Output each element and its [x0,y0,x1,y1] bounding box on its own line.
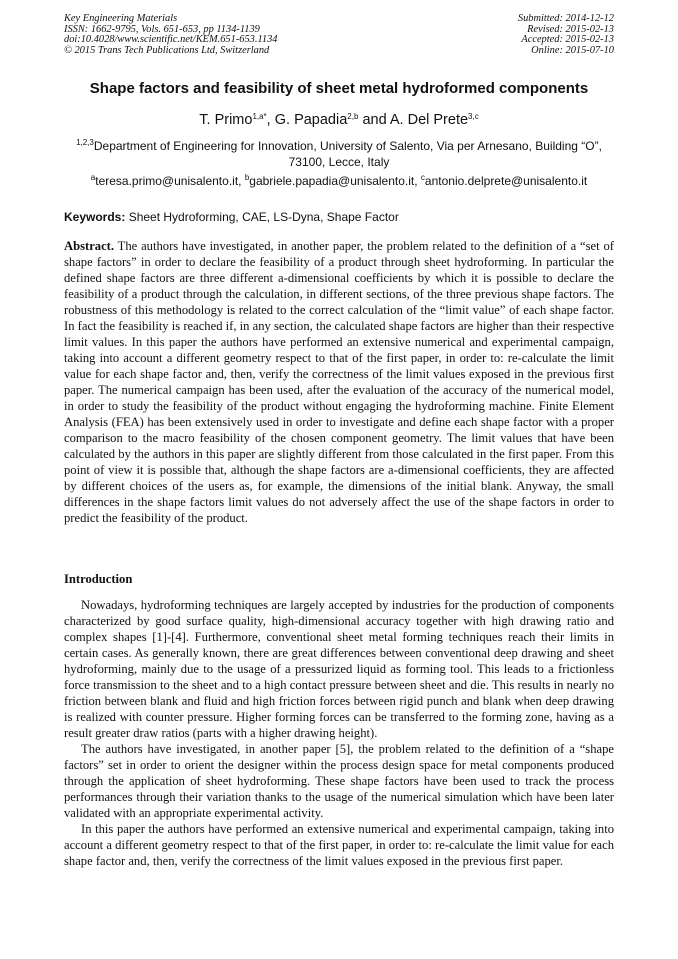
author-name: G. Papadia [274,112,348,128]
journal-info [64,14,277,56]
email-link: antonio.delprete@unisalento.it [424,174,588,188]
author-list [0,112,678,128]
introduction-body [64,597,614,869]
issn: ISSN: 1662-9795, Vols. 651-653, pp 1134-1139 [64,23,260,35]
abstract-label: Abstract. [64,239,115,253]
keywords-text: Sheet Hydroforming, CAE, LS-Dyna, Shape Factor [125,210,399,224]
email-link: teresa.primo@unisalento.it, [95,174,245,188]
introduction-paragraph: The authors have investigated, in another paper [5], the problem related to the definition of a “shape factors” set in order to orient the designer within the process design space for metal components produced through the application of sheet hydroforming. These shape factors have been used to track the process performances through their variation thanks to the usage of the numerical simulation which have been later validated with an appropriate experimental activity. [64,742,614,820]
section-heading-introduction: Introduction [64,572,133,586]
email-list [0,174,678,188]
affiliation [64,138,614,170]
email-mark: a [90,173,96,182]
doi: doi:10.4028/www.scientific.net/KEM.651-653.1134 [64,34,278,46]
submitted-date: Submitted: 2014-12-12 [517,13,614,24]
abstract-paragraph [64,238,614,526]
affiliation-text: Department of Engineering for Innovation, University of Salento, Via per Arnesano, Building “O”, 73100, Lecce, Italy [93,139,602,169]
dates-info [518,14,614,56]
keywords [64,210,614,224]
author-name: T. Primo [199,112,253,128]
abstract-text: The authors have investigated, in another paper, the problem related to the definition of a “set of shape factors” in order to declare the feasibility of a product through sheet hydroforming. In particular the defined shape factors are three different a-dimensional coefficients by which it is possible to declare the feasibility of a product through the calculation, in different sections, of the three previous shape factors. The robustness of this methodology is related to the correct calculation of the “limit value” of each shape factor. In fact the feasibility is reached if, in any section, the calculated shape factors are higher than their respective limit values. In this paper the authors have performed an extensive numerical and experimental campaign, taking into account a different geometry respect to that of the first paper, in order to: re-calculate the limit value for each shape factor and, then, verify the correctness of the limit values exposed in the previous first paper. The numerical campaign has been used, after the evaluation of the accuracy of the numerical model, in order to study the feasibility of the product without engaging the hydroforming machine. Finite Element Analysis (FEA) has been extensively used in order to investigate and define each shape factor with a proper comparison to the macro feasibility of the chosen component geometry. The limit values that have been calculated by the authors in this paper are slightly different from those calculated in the first paper. From this point of view it is possible that, although the shape factors are a-dimensional coefficients, they are affected by different choices of the users as, for example, the dimensions of the initial blank. Anyway, the small differences in the shape factors limit values do not adversely affect the use of the shape factors in order to predict the feasibility of the product. [64,239,614,525]
keywords-label: Keywords: [64,210,126,224]
online-date: Online: 2015-07-10 [531,44,614,56]
email-mark: c [420,173,425,182]
email-link: gabriele.papadia@unisalento.it, [249,174,421,188]
revised-date: Revised: 2015-02-13 [527,23,614,35]
author-separator: and [358,112,390,128]
abstract [64,238,614,526]
author-separator: , [266,112,275,128]
author-affiliation-mark: 2,b [347,112,359,121]
email-mark: b [244,173,250,182]
copyright: © 2015 Trans Tech Publications Ltd, Switzerland [64,44,270,56]
author-affiliation-mark: 3,c [468,112,479,121]
introduction-paragraph: In this paper the authors have performed an extensive numerical and experimental campaign, taking into account a different geometry respect to that of the first paper, in order to: re-calculate the limit value for each shape factor and, then, verify the correctness of the limit values exposed in the previous first paper. [64,822,614,868]
accepted-date: Accepted: 2015-02-13 [521,34,614,46]
author-affiliation-mark: 1,a* [252,112,267,121]
journal-name: Key Engineering Materials [64,13,178,24]
paper-title: Shape factors and feasibility of sheet metal hydroformed components [89,80,589,97]
author-name: A. Del Prete [389,112,469,128]
introduction-paragraph: Nowadays, hydroforming techniques are largely accepted by industries for the production of components characterized by good surface quality, high-dimensional accuracy together with high drawing ratio and complex shapes [1]-[4]. Furthermore, conventional sheet metal forming techniques reach their limits in certain cases. As generally known, there are great differences between conventional deep drawing and sheet hydroforming, mainly due to the usage of a pressurized liquid as forming tool. This leads to a frictionless force transmission to the sheet and to a high contact pressure between sheet and die. This results in nearly no friction between blank and fluid and high friction forces between rigid punch and blank when deep drawing is realized with counter pressure. Higher forming forces can be transferred to the forming zone, having as a result greater draw ratios (parts with a higher drawing height). [64,598,614,740]
affiliation-mark: 1,2,3 [76,138,94,147]
